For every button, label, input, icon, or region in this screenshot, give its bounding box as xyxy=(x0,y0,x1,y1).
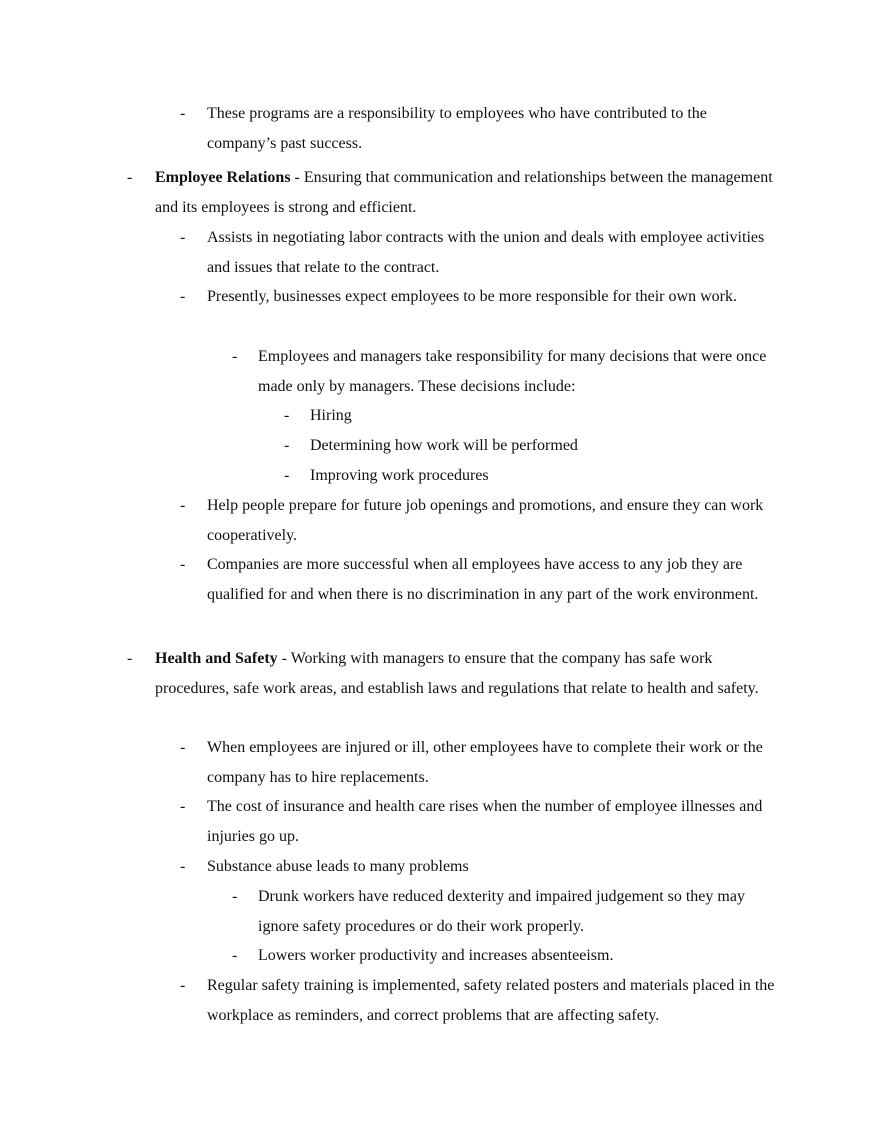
section-title: Employee Relations xyxy=(155,169,291,186)
section-health-and-safety xyxy=(127,644,780,704)
section-description: - Working with managers to ensure that the company has safe work procedures, safe work areas, and establish laws and regulations that relate to health and safety. xyxy=(155,650,759,697)
bullet-drunk-workers xyxy=(232,882,780,942)
bullet-text: Substance abuse leads to many problems xyxy=(207,858,469,875)
bullet-dash: - xyxy=(232,947,238,964)
section-description: - Ensuring that communication and relationships between the management and its employees is strong and efficient. xyxy=(155,169,773,216)
bullet-text: These programs are a responsibility to employees who have contributed to the company’s past success. xyxy=(207,105,707,152)
bullet-labor-contracts xyxy=(180,223,780,283)
bullet-dash: - xyxy=(284,437,290,454)
bullet-text: Improving work procedures xyxy=(310,467,489,484)
bullet-text: Assists in negotiating labor contracts with the union and deals with employee activities and issues that relate to the contract. xyxy=(207,229,765,276)
bullet-insurance-cost xyxy=(180,792,780,852)
bullet-dash: - xyxy=(232,888,238,905)
section-title: Health and Safety xyxy=(155,650,278,667)
bullet-text: Employees and managers take responsibility for many decisions that were once made only by managers. These decisions include: xyxy=(258,348,767,395)
bullet-dash: - xyxy=(180,977,186,994)
bullet-text: Regular safety training is implemented, safety related posters and materials placed in the workplace as reminders, and correct problems that are affecting safety. xyxy=(207,977,775,1024)
bullet-future-openings xyxy=(180,491,780,551)
bullet-productivity xyxy=(232,941,780,971)
bullet-dash: - xyxy=(284,467,290,484)
bullet-dash: - xyxy=(284,407,290,424)
bullet-dash: - xyxy=(180,229,186,246)
bullet-hiring xyxy=(284,401,780,431)
bullet-text: Companies are more successful when all employees have access to any job they are qualified for and when there is no discrimination in any part of the work environment. xyxy=(207,556,759,603)
bullet-dash: - xyxy=(180,798,186,815)
bullet-text: Drunk workers have reduced dexterity and impaired judgement so they may ignore safety procedures or do their work properly. xyxy=(258,888,745,935)
bullet-improving-procedures xyxy=(284,461,780,491)
bullet-text: When employees are injured or ill, other employees have to complete their work or the company has to hire replacements. xyxy=(207,739,763,786)
bullet-no-discrimination xyxy=(180,550,780,610)
bullet-decisions xyxy=(232,342,780,402)
bullet-programs-responsibility xyxy=(180,99,780,159)
bullet-text: Help people prepare for future job openings and promotions, and ensure they can work cooperatively. xyxy=(207,497,764,544)
section-employee-relations xyxy=(127,163,780,223)
bullet-dash: - xyxy=(180,497,186,514)
bullet-dash: - xyxy=(232,348,238,365)
bullet-dash: - xyxy=(127,650,133,667)
bullet-determining-work xyxy=(284,431,780,461)
bullet-dash: - xyxy=(180,288,186,305)
bullet-text: Determining how work will be performed xyxy=(310,437,578,454)
bullet-dash: - xyxy=(180,556,186,573)
bullet-dash: - xyxy=(180,858,186,875)
bullet-dash: - xyxy=(180,739,186,756)
bullet-text: Hiring xyxy=(310,407,352,424)
bullet-dash: - xyxy=(180,105,186,122)
bullet-text: Lowers worker productivity and increases absenteeism. xyxy=(258,947,614,964)
bullet-safety-training xyxy=(180,971,780,1031)
bullet-substance-abuse xyxy=(180,852,780,882)
bullet-text: The cost of insurance and health care rises when the number of employee illnesses and injuries go up. xyxy=(207,798,763,845)
bullet-dash: - xyxy=(127,169,133,186)
bullet-injured-employees xyxy=(180,733,780,793)
bullet-responsible-work xyxy=(180,282,780,312)
bullet-text: Presently, businesses expect employees to be more responsible for their own work. xyxy=(207,288,737,305)
